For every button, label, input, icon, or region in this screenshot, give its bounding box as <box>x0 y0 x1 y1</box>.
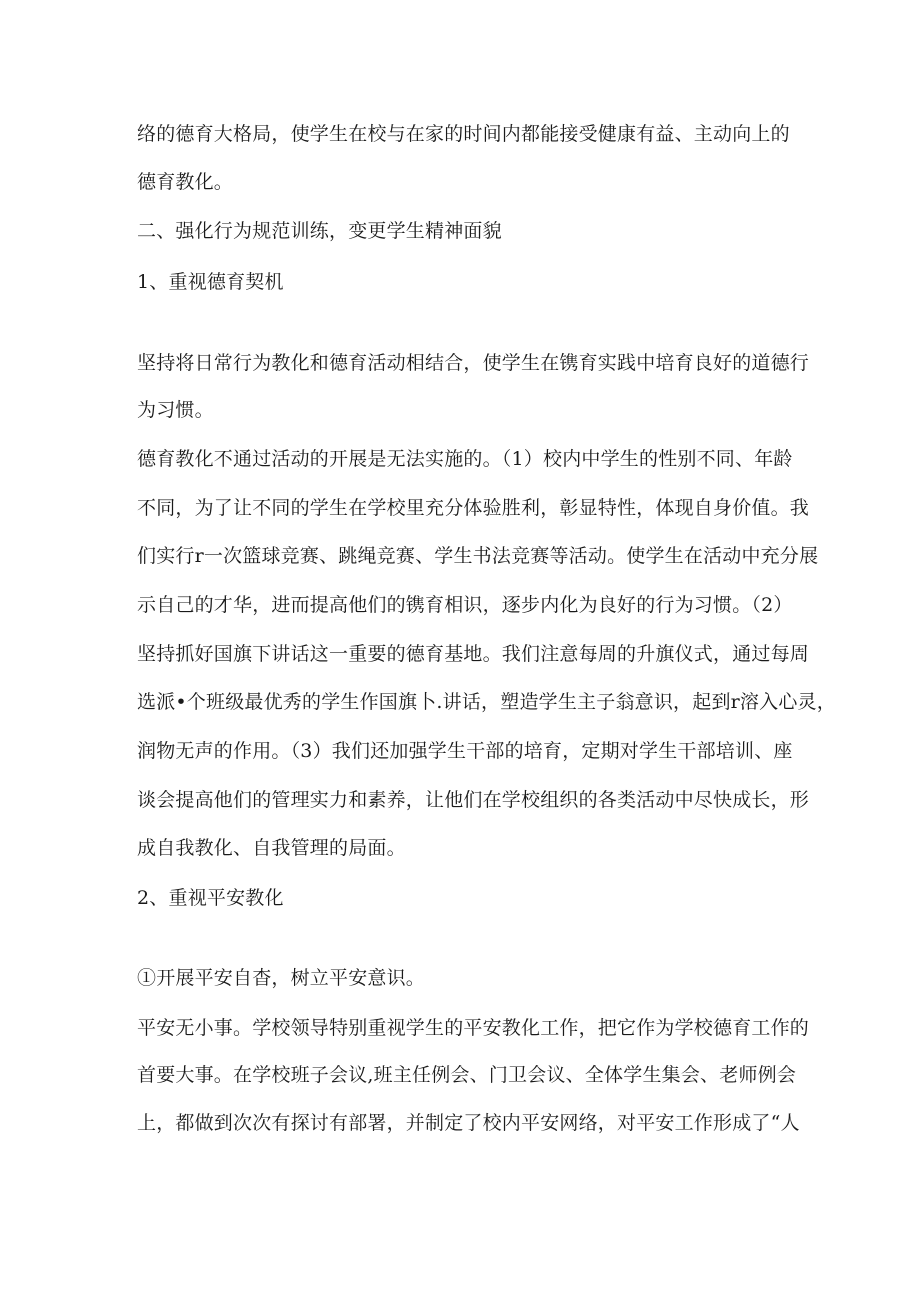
text-line: 坚持将日常行为教化和德育活动相结合，使学生在镌育实践中培育良好的道德行 <box>137 352 810 374</box>
text-line: 上，都做到次次有探讨有部署，并制定了校内平安网络，对平安工作形成了“人 <box>137 1112 800 1134</box>
text-line: 首要大事。在学校班子会议,班主任例会、门卫会议、全体学生集会、老师例会 <box>137 1064 797 1086</box>
text-line: 络的德育大格局，使学生在校与在家的时间内都能接受健康有益、主动向上的 <box>137 123 790 145</box>
text-line: 坚持抓好国旗下讲话这一重要的德育基地。我们注意每周的升旗仪式，通过每周 <box>137 643 810 665</box>
text-line: ①开展平安自杳，树立平安意识。 <box>137 967 426 989</box>
text-line: 不同，为了让不同的学生在学校里充分体验胜利，彰显特性，体现自身价值。我 <box>137 497 810 519</box>
text-line: 示自己的才华，进而提高他们的镌育相识，逐步内化为良好的行为习惯。（2） <box>137 594 793 616</box>
text-line: 们实行r一次篮球竞赛、跳绳竞赛、学生书法竞赛等活动。使学生在活动中充分展 <box>137 545 819 567</box>
text-line: 德育教化。 <box>137 171 234 193</box>
text-line: 谈会提高他们的管理实力和素养，让他们在学校组织的各类活动中尽快成长，形 <box>137 789 810 811</box>
text-line: 润物无声的作用。（3）我们还加强学生干部的培育，定期对学生干部培训、座 <box>137 740 793 762</box>
subsection-heading: 1、重视德育契机 <box>137 271 284 293</box>
text-line: 平安无小事。学校领导特别重视学生的平安教化工作，把它作为学校德育工作的 <box>137 1017 810 1039</box>
text-line: 德育教化不通过活动的开展是无法实施的。（1）校内中学生的性别不同、年龄 <box>137 448 793 470</box>
section-heading: 二、强化行为规范训练，变更学生精神面貌 <box>137 220 502 242</box>
subsection-heading: 2、重视平安教化 <box>137 887 284 909</box>
text-line: 成自我教化、自我管理的局面。 <box>137 837 406 859</box>
text-line: 为习惯。 <box>137 399 214 421</box>
text-line: 选派•个班级最优秀的学生作国旗卜.讲话，塑造学生主子翁意识，起到r溶入心灵， <box>137 691 836 713</box>
